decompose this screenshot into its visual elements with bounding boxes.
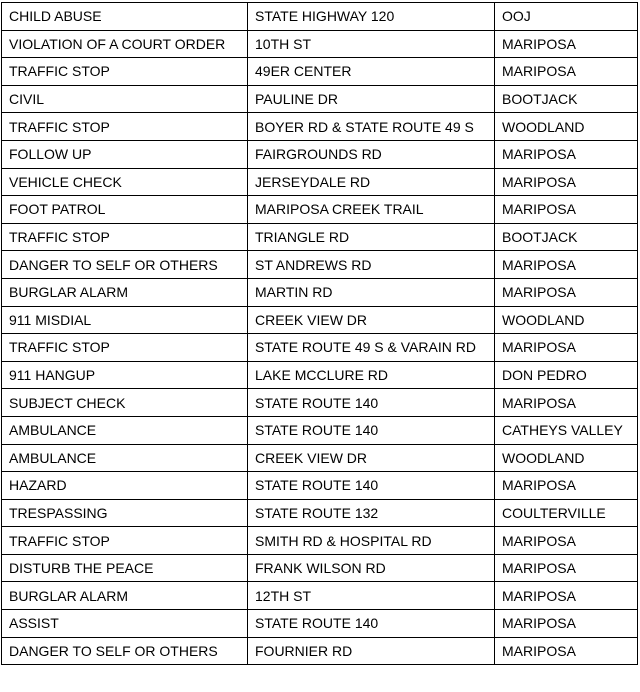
table-row <box>2 251 638 279</box>
table-row <box>2 3 638 31</box>
location-cell: MARIPOSA CREEK TRAIL <box>248 196 495 224</box>
area-cell: COULTERVILLE <box>495 499 638 527</box>
location-cell: SMITH RD & HOSPITAL RD <box>248 527 495 555</box>
table-row <box>2 334 638 362</box>
location-cell: TRIANGLE RD <box>248 223 495 251</box>
area-cell: MARIPOSA <box>495 30 638 58</box>
area-cell: MARIPOSA <box>495 554 638 582</box>
table-row <box>2 444 638 472</box>
incident-type-cell: BURGLAR ALARM <box>2 278 248 306</box>
incident-type-cell: TRAFFIC STOP <box>2 113 248 141</box>
location-cell: STATE ROUTE 49 S & VARAIN RD <box>248 334 495 362</box>
incident-type-cell: TRAFFIC STOP <box>2 334 248 362</box>
table-row <box>2 361 638 389</box>
location-cell: ST ANDREWS RD <box>248 251 495 279</box>
incident-type-cell: ASSIST <box>2 610 248 638</box>
incident-type-cell: DANGER TO SELF OR OTHERS <box>2 251 248 279</box>
table-row <box>2 113 638 141</box>
table-row <box>2 416 638 444</box>
incident-type-cell: BURGLAR ALARM <box>2 582 248 610</box>
area-cell: MARIPOSA <box>495 251 638 279</box>
incident-type-cell: TRESPASSING <box>2 499 248 527</box>
location-cell: PAULINE DR <box>248 85 495 113</box>
location-cell: STATE ROUTE 132 <box>248 499 495 527</box>
incident-type-cell: AMBULANCE <box>2 444 248 472</box>
location-cell: 10TH ST <box>248 30 495 58</box>
incident-log-table <box>1 2 638 665</box>
incident-type-cell: HAZARD <box>2 472 248 500</box>
table-row <box>2 58 638 86</box>
location-cell: FOURNIER RD <box>248 637 495 665</box>
location-cell: FRANK WILSON RD <box>248 554 495 582</box>
incident-log-body <box>2 3 638 665</box>
area-cell: MARIPOSA <box>495 140 638 168</box>
incident-type-cell: AMBULANCE <box>2 416 248 444</box>
table-row <box>2 610 638 638</box>
table-row <box>2 499 638 527</box>
table-row <box>2 168 638 196</box>
location-cell: STATE ROUTE 140 <box>248 389 495 417</box>
incident-type-cell: FOLLOW UP <box>2 140 248 168</box>
incident-type-cell: DANGER TO SELF OR OTHERS <box>2 637 248 665</box>
table-row <box>2 389 638 417</box>
incident-type-cell: FOOT PATROL <box>2 196 248 224</box>
table-row <box>2 30 638 58</box>
location-cell: STATE ROUTE 140 <box>248 472 495 500</box>
area-cell: WOODLAND <box>495 113 638 141</box>
table-row <box>2 223 638 251</box>
area-cell: MARIPOSA <box>495 637 638 665</box>
area-cell: BOOTJACK <box>495 85 638 113</box>
location-cell: STATE HIGHWAY 120 <box>248 3 495 31</box>
table-row <box>2 472 638 500</box>
area-cell: MARIPOSA <box>495 389 638 417</box>
area-cell: OOJ <box>495 3 638 31</box>
area-cell: MARIPOSA <box>495 168 638 196</box>
incident-type-cell: CHILD ABUSE <box>2 3 248 31</box>
table-row <box>2 554 638 582</box>
incident-type-cell: TRAFFIC STOP <box>2 223 248 251</box>
incident-type-cell: 911 MISDIAL <box>2 306 248 334</box>
location-cell: BOYER RD & STATE ROUTE 49 S <box>248 113 495 141</box>
table-row <box>2 140 638 168</box>
incident-type-cell: TRAFFIC STOP <box>2 58 248 86</box>
location-cell: JERSEYDALE RD <box>248 168 495 196</box>
location-cell: 12TH ST <box>248 582 495 610</box>
area-cell: MARIPOSA <box>495 196 638 224</box>
location-cell: MARTIN RD <box>248 278 495 306</box>
location-cell: STATE ROUTE 140 <box>248 416 495 444</box>
area-cell: MARIPOSA <box>495 527 638 555</box>
area-cell: WOODLAND <box>495 444 638 472</box>
area-cell: BOOTJACK <box>495 223 638 251</box>
table-row <box>2 196 638 224</box>
incident-type-cell: TRAFFIC STOP <box>2 527 248 555</box>
table-row <box>2 85 638 113</box>
area-cell: MARIPOSA <box>495 334 638 362</box>
area-cell: MARIPOSA <box>495 582 638 610</box>
area-cell: DON PEDRO <box>495 361 638 389</box>
incident-type-cell: VEHICLE CHECK <box>2 168 248 196</box>
area-cell: CATHEYS VALLEY <box>495 416 638 444</box>
table-row <box>2 306 638 334</box>
table-row <box>2 582 638 610</box>
area-cell: MARIPOSA <box>495 472 638 500</box>
area-cell: WOODLAND <box>495 306 638 334</box>
incident-type-cell: VIOLATION OF A COURT ORDER <box>2 30 248 58</box>
incident-type-cell: CIVIL <box>2 85 248 113</box>
location-cell: CREEK VIEW DR <box>248 306 495 334</box>
table-row <box>2 527 638 555</box>
location-cell: LAKE MCCLURE RD <box>248 361 495 389</box>
area-cell: MARIPOSA <box>495 278 638 306</box>
location-cell: FAIRGROUNDS RD <box>248 140 495 168</box>
table-row <box>2 637 638 665</box>
location-cell: 49ER CENTER <box>248 58 495 86</box>
location-cell: STATE ROUTE 140 <box>248 610 495 638</box>
table-row <box>2 278 638 306</box>
incident-type-cell: SUBJECT CHECK <box>2 389 248 417</box>
area-cell: MARIPOSA <box>495 58 638 86</box>
incident-type-cell: 911 HANGUP <box>2 361 248 389</box>
incident-type-cell: DISTURB THE PEACE <box>2 554 248 582</box>
location-cell: CREEK VIEW DR <box>248 444 495 472</box>
area-cell: MARIPOSA <box>495 610 638 638</box>
